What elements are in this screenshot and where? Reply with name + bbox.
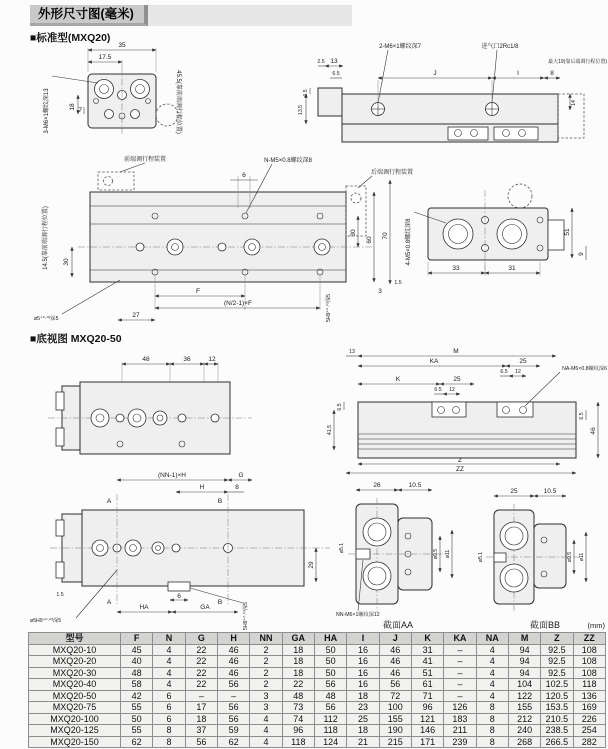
dim-cell: 3 <box>250 690 282 702</box>
thread-note-plan-view: 2-M6×1螺纹深7 <box>379 44 421 50</box>
dim-cell: 55 <box>121 725 153 737</box>
dim-Z: Z <box>458 457 462 464</box>
dim-cell: 146 <box>411 725 443 737</box>
dim-d5-1-aa: ø5.1 <box>339 542 345 554</box>
model-cell: MXQ20-75 <box>29 702 121 714</box>
thread-note-aa: NN-M6×1螺纹深12 <box>336 612 380 618</box>
model-cell: MXQ20-20 <box>29 656 121 668</box>
hole-depth-note: ø5⁺⁰·⁰³深5 <box>34 316 59 322</box>
dim-cell: 100 <box>379 702 411 714</box>
thread-note-bottom-view: NA-M6×0.8螺纹深6 <box>562 366 607 372</box>
dim-cell: 18 <box>185 713 217 725</box>
front-stroke-pos-note: 14.5(靠前端调行程位置) <box>43 206 49 270</box>
dim-cell: 16 <box>347 667 379 679</box>
col-header-M: M <box>508 633 540 645</box>
col-header-model: 型号 <box>29 633 121 645</box>
dim-d9-5-aa: ø9.5 <box>433 548 439 560</box>
dim-6-5-b: 6.5 <box>434 387 442 393</box>
dim-cell: 46 <box>379 644 411 656</box>
model-cell: MXQ20-100 <box>29 713 121 725</box>
dim-cell: 254 <box>573 725 605 737</box>
detail-view-body <box>428 184 564 270</box>
dim-8-plan: 8 <box>235 484 239 491</box>
dim-cell: 58 <box>121 679 153 691</box>
dim-H: H <box>199 484 205 491</box>
dim-29: 29 <box>308 561 315 569</box>
dim-cell: 18 <box>347 725 379 737</box>
dim-cell: 136 <box>573 690 605 702</box>
thread-note-detail: 4-M5×0.8螺纹深8 <box>406 218 412 266</box>
dim-cell: 118 <box>282 736 314 748</box>
bottom-view-drawing <box>0 346 608 476</box>
dim-cell: 48 <box>282 690 314 702</box>
dim-cell: 41 <box>411 656 443 668</box>
dim-cell: 94 <box>508 667 540 679</box>
caption-section-aa: 截面AA <box>382 620 414 630</box>
dim-cell: 50 <box>314 667 346 679</box>
dim-cell: 155 <box>379 713 411 725</box>
side-view-drawing <box>0 150 608 334</box>
dim-cell: 215 <box>379 736 411 748</box>
section-label-bottom-view: ■底视图 MXQ20-50 <box>30 333 122 345</box>
stroke-position-note: 45.5(靠前端调行程位置) <box>175 70 181 134</box>
mounting-drawing <box>0 470 608 632</box>
table-row <box>29 656 606 668</box>
dim-cell: 59 <box>217 725 249 737</box>
model-cell: MXQ20-125 <box>29 725 121 737</box>
dim-cell: – <box>444 667 476 679</box>
standard-type-drawing <box>0 36 608 150</box>
dim-cell: 4 <box>476 656 508 668</box>
dim-cell: 56 <box>314 679 346 691</box>
dim-cell: 118 <box>573 679 605 691</box>
dim-12: 12 <box>208 356 216 363</box>
dim-cell: 190 <box>379 725 411 737</box>
dim-cell: 2 <box>250 667 282 679</box>
dim-cell: 2 <box>250 656 282 668</box>
dim-cell: 96 <box>411 702 443 714</box>
dim-cell: 6 <box>153 713 185 725</box>
model-cell: MXQ20-40 <box>29 679 121 691</box>
dim-cell: 56 <box>185 736 217 748</box>
table-row <box>29 690 606 702</box>
dimension-table-wrap <box>28 632 606 748</box>
dim-cell: 18 <box>282 656 314 668</box>
dim-cell: 8 <box>153 725 185 737</box>
dim-cell: – <box>444 679 476 691</box>
dim-cell: 238.5 <box>541 725 573 737</box>
table-row <box>29 713 606 725</box>
dim-cell: 50 <box>121 713 153 725</box>
dim-cell: 4 <box>153 656 185 668</box>
dim-d9-5-bb: ø9.5 <box>567 551 573 563</box>
dim-cell: 122 <box>508 690 540 702</box>
dim-cell: 118 <box>314 725 346 737</box>
dim-K: K <box>395 376 401 383</box>
dim-cell: 42 <box>121 690 153 702</box>
front-stroke-unit-note: 前端调行程装置 <box>123 157 167 163</box>
dim-7: 7 <box>78 107 82 114</box>
dim-cell: 22 <box>185 644 217 656</box>
rear-stroke-unit-note: 后端调行程装置 <box>370 170 414 176</box>
dim-KA: KA <box>429 358 439 365</box>
dim-25-a: 25 <box>519 358 527 365</box>
dim-cell: 46 <box>379 656 411 668</box>
dim-cell: 94 <box>508 656 540 668</box>
dim-41-5: 41.5 <box>327 424 333 436</box>
dim-13: 13 <box>330 58 338 65</box>
dim-cell: 22 <box>185 679 217 691</box>
dim-cell: 56 <box>217 679 249 691</box>
dim-table-head-row <box>29 633 606 645</box>
dim-cell: 18 <box>282 667 314 679</box>
dim-cell: 94 <box>508 644 540 656</box>
model-cell: MXQ20-150 <box>29 736 121 748</box>
table-row <box>29 725 606 737</box>
dim-cell: 124 <box>314 736 346 748</box>
col-header-HA: HA <box>314 633 346 645</box>
dim-6-5-left: 6.5 <box>303 89 309 97</box>
model-cell: MXQ20-50 <box>29 690 121 702</box>
dim-HA: HA <box>139 604 149 611</box>
dim-cell: 55 <box>121 702 153 714</box>
col-header-Z: Z <box>541 633 573 645</box>
table-row <box>29 679 606 691</box>
dim-12-a: 12 <box>515 369 521 375</box>
dim-26-aa: 26 <box>373 482 381 489</box>
dim-cell: 62 <box>121 736 153 748</box>
dim-cell: 169 <box>573 702 605 714</box>
unit-label: (mm) <box>587 621 605 630</box>
dim-18: 18 <box>69 103 76 111</box>
dim-cell: 48 <box>314 690 346 702</box>
dim-cell: 21 <box>347 736 379 748</box>
dim-cell: 22 <box>185 667 217 679</box>
dim-13-5: 13.5 <box>298 104 304 116</box>
thread-note-side-view: N-M5×0.8螺纹深8 <box>264 158 312 164</box>
dim-I: I <box>517 70 519 77</box>
dim-cell: 48 <box>121 667 153 679</box>
dim-48: 48 <box>142 356 150 363</box>
dim-cell: 61 <box>411 679 443 691</box>
dim-cell: 210.5 <box>541 713 573 725</box>
dim-17-5: 17.5 <box>98 54 112 61</box>
col-header-GA: GA <box>282 633 314 645</box>
dim-cell: 4 <box>476 644 508 656</box>
dim-cell: 112 <box>314 713 346 725</box>
dim-cell: 37 <box>185 725 217 737</box>
dim-cell: – <box>185 690 217 702</box>
dim-10-5-aa: 10.5 <box>408 482 422 489</box>
key-slot-note: 5H9⁺⁰·⁰³深5 <box>326 294 332 322</box>
dim-d11-aa: ø11 <box>445 549 451 559</box>
section-bb-body <box>486 504 580 612</box>
dim-cell: 56 <box>379 679 411 691</box>
dim-cell: 240 <box>508 725 540 737</box>
dim-cell: 2 <box>250 679 282 691</box>
table-row <box>29 702 606 714</box>
dim-cell: 4 <box>153 644 185 656</box>
dim-6-5-a: 6.5 <box>500 369 508 375</box>
dim-cell: 4 <box>476 667 508 679</box>
section-marker-b-bottom: B <box>217 599 223 606</box>
side-view-body <box>78 172 372 282</box>
dim-cell: 96 <box>282 725 314 737</box>
dim-cell: 108 <box>573 667 605 679</box>
plan-view-body <box>318 88 584 142</box>
dim-cell: 104 <box>508 679 540 691</box>
dim-cell: 153.5 <box>541 702 573 714</box>
dim-cell: 16 <box>347 679 379 691</box>
dim-cell: 16 <box>347 656 379 668</box>
dim-cell: 25 <box>347 713 379 725</box>
dim-6-5-left-bv: 6.5 <box>337 403 343 411</box>
dim-cell: 22 <box>185 656 217 668</box>
dim-cell: 56 <box>217 713 249 725</box>
dim-cell: 226 <box>573 713 605 725</box>
mount-plan-body <box>50 494 330 606</box>
dim-6-5: 6.5 <box>332 71 340 77</box>
dim-cell: 212 <box>508 713 540 725</box>
dim-cell: 22 <box>282 679 314 691</box>
dim-ZZ: ZZ <box>456 466 464 473</box>
col-header-NN: NN <box>250 633 282 645</box>
dim-30-left: 30 <box>63 258 70 266</box>
dim-d11-bb: ø11 <box>579 552 585 562</box>
dim-cell: 8 <box>476 713 508 725</box>
dim-cell: 92.5 <box>541 644 573 656</box>
dim-1-5: 1.5 <box>394 280 402 286</box>
dim-cell: 126 <box>444 702 476 714</box>
dim-cell: 92.5 <box>541 667 573 679</box>
dim-46: 46 <box>590 427 597 435</box>
dim-pitch-formula: (N/2-1)×F <box>224 300 252 307</box>
table-row <box>29 667 606 679</box>
dim-31: 31 <box>508 265 516 272</box>
dim-cell: 16 <box>347 644 379 656</box>
dim-cell: 4 <box>476 679 508 691</box>
dim-6-plan: 6 <box>177 593 181 600</box>
dim-cell: 18 <box>347 690 379 702</box>
dim-cell: 62 <box>217 736 249 748</box>
col-header-K: K <box>411 633 443 645</box>
section-label-standard: ■标准型(MXQ20) <box>30 32 111 44</box>
bottom-right-view-body <box>358 402 576 458</box>
dim-1-5-plan: 1.5 <box>56 592 64 598</box>
dim-cell: 8 <box>476 725 508 737</box>
dim-12-b: 12 <box>449 387 455 393</box>
dim-cell: 17 <box>185 702 217 714</box>
dim-cell: 2 <box>250 644 282 656</box>
bottom-left-view-body <box>48 382 252 454</box>
col-header-J: J <box>379 633 411 645</box>
dim-GA: GA <box>200 604 210 611</box>
dim-cell: 282 <box>573 736 605 748</box>
dimension-table <box>28 632 606 748</box>
dim-M: M <box>453 348 459 355</box>
dim-cell: – <box>217 690 249 702</box>
dim-cell: 56 <box>217 702 249 714</box>
dim-cell: 183 <box>444 713 476 725</box>
dim-cell: 4 <box>476 690 508 702</box>
dim-9: 9 <box>578 252 585 256</box>
dim-cell: – <box>444 690 476 702</box>
section-marker-a-top: A <box>106 498 112 505</box>
section-marker-a-bottom: A <box>106 599 112 606</box>
dim-cell: 4 <box>153 679 185 691</box>
dim-cell: 56 <box>314 702 346 714</box>
section-marker-b-top: B <box>217 498 223 505</box>
dim-13-right: 13 <box>349 349 355 355</box>
dim-cell: 3 <box>250 702 282 714</box>
thread-note-end-view: 3-M6×1螺纹深13 <box>44 88 50 134</box>
dim-cell: 266.5 <box>541 736 573 748</box>
col-header-H: H <box>217 633 249 645</box>
col-header-I: I <box>347 633 379 645</box>
dim-cell: 6 <box>153 702 185 714</box>
dim-35: 35 <box>118 42 126 49</box>
section-aa-body <box>348 498 446 612</box>
dim-cell: 8 <box>476 702 508 714</box>
dim-30-right: 30 <box>350 229 357 237</box>
max-stroke-note: 最大19(靠后端调行程位置) <box>548 59 607 65</box>
dim-33: 33 <box>452 265 460 272</box>
dim-6: 6 <box>242 172 246 179</box>
dim-cell: 46 <box>379 667 411 679</box>
page-title: 外形尺寸图(毫米) <box>30 5 148 26</box>
dim-cell: 120.5 <box>541 690 573 702</box>
page-header <box>30 5 352 26</box>
dim-cell: 102.5 <box>541 679 573 691</box>
col-header-F: F <box>121 633 153 645</box>
dim-cell: 71 <box>411 690 443 702</box>
air-port-note: 进气口2Rc1/8 <box>481 44 519 50</box>
dim-cell: 46 <box>217 656 249 668</box>
hole-note-plan: ø5H9⁺⁰·⁰³深5 <box>30 618 62 624</box>
dim-cell: 108 <box>573 644 605 656</box>
dim-cell: 155 <box>508 702 540 714</box>
dim-cell: 239 <box>444 736 476 748</box>
dim-d5-1-bb: ø5.1 <box>478 551 484 563</box>
dim-F: F <box>196 288 200 295</box>
dim-70: 70 <box>382 232 389 240</box>
dim-cell: 50 <box>314 644 346 656</box>
dim-cell: 92.5 <box>541 656 573 668</box>
dim-cell: – <box>444 656 476 668</box>
dim-cell: 211 <box>444 725 476 737</box>
dim-cell: 4 <box>153 667 185 679</box>
dim-cell: 74 <box>282 713 314 725</box>
dim-pitch-formula-plan: (NN-1)×H <box>158 472 186 479</box>
dim-cell: 8 <box>476 736 508 748</box>
dim-cell: 72 <box>379 690 411 702</box>
dim-cell: 268 <box>508 736 540 748</box>
dim-cell: 46 <box>217 667 249 679</box>
dim-cell: 18 <box>282 644 314 656</box>
col-header-KA: KA <box>444 633 476 645</box>
dim-60: 60 <box>366 236 373 244</box>
dim-table-body <box>29 644 606 748</box>
table-row <box>29 644 606 656</box>
bottom-left-view-dimensions <box>122 356 218 382</box>
dim-25-b: 25 <box>453 376 461 383</box>
dim-27: 27 <box>132 312 140 319</box>
dim-J: J <box>433 70 437 77</box>
dim-cell: 40 <box>121 656 153 668</box>
col-header-ZZ: ZZ <box>573 633 605 645</box>
dim-51: 51 <box>564 228 571 236</box>
dim-cell: 4 <box>250 713 282 725</box>
dim-cell: 108 <box>573 656 605 668</box>
dim-cell: – <box>444 644 476 656</box>
col-header-G: G <box>185 633 217 645</box>
dim-cell: 6 <box>153 690 185 702</box>
dim-25-bb: 25 <box>510 488 518 495</box>
dim-8: 8 <box>550 70 554 77</box>
dim-cell: 50 <box>314 656 346 668</box>
dim-2-5: 2.5 <box>317 59 325 65</box>
dim-cell: 171 <box>411 736 443 748</box>
dim-cell: 51 <box>411 667 443 679</box>
dim-cell: 73 <box>282 702 314 714</box>
dim-10-5-bb: 10.5 <box>543 488 557 495</box>
table-row <box>29 736 606 748</box>
dim-cell: 45 <box>121 644 153 656</box>
dim-cell: 4 <box>250 736 282 748</box>
dim-14: 14 <box>571 100 577 106</box>
dim-cell: 4 <box>250 725 282 737</box>
dim-cell: 46 <box>217 644 249 656</box>
dim-6-5-right-bv: 6.5 <box>579 412 585 420</box>
col-header-N: N <box>153 633 185 645</box>
col-header-NA: NA <box>476 633 508 645</box>
dim-cell: 23 <box>347 702 379 714</box>
key-note-plan: 5H9⁺⁰·⁰³深5 <box>243 602 249 630</box>
model-cell: MXQ20-30 <box>29 667 121 679</box>
dim-36: 36 <box>183 356 191 363</box>
dim-G: G <box>238 472 244 479</box>
dim-cell: 121 <box>411 713 443 725</box>
dim-cell: 8 <box>153 736 185 748</box>
dim-3: 3 <box>378 288 382 295</box>
caption-section-bb: 截面BB <box>529 620 561 630</box>
end-view-body <box>88 66 178 134</box>
model-cell: MXQ20-10 <box>29 644 121 656</box>
dim-cell: 31 <box>411 644 443 656</box>
